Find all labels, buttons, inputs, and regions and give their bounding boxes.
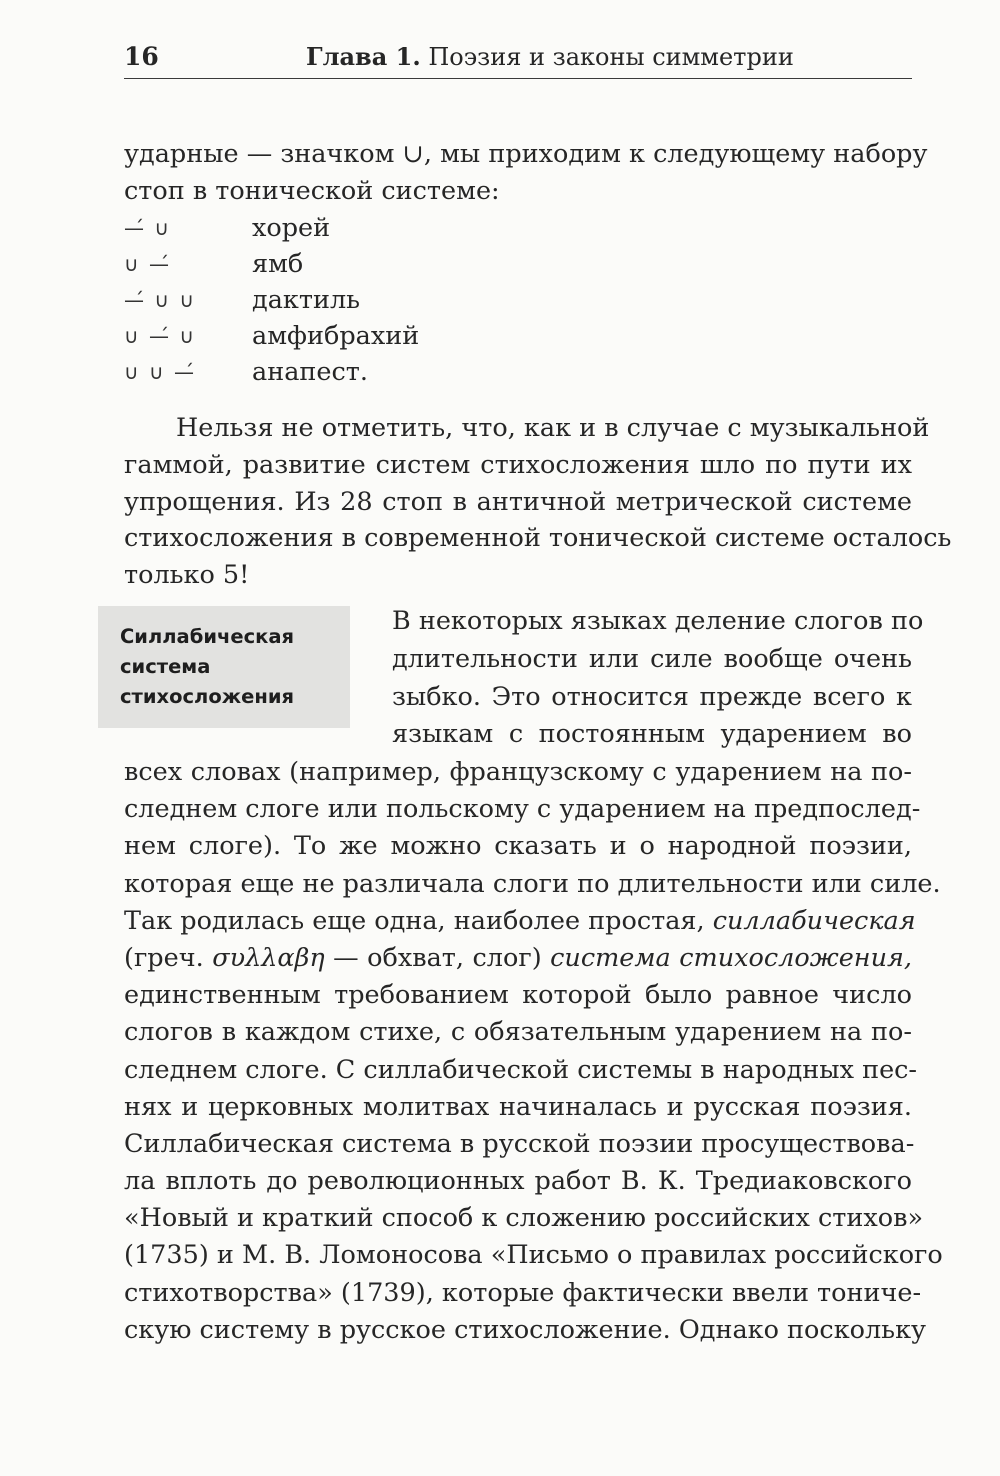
paragraph-1 bbox=[124, 410, 952, 594]
margin-heading-box bbox=[98, 606, 350, 728]
intro-text bbox=[124, 136, 928, 210]
margin-heading-line: стихосложения bbox=[120, 685, 295, 708]
text-line-syllabic bbox=[124, 903, 916, 940]
foot-name: амфибрахий bbox=[252, 321, 420, 351]
text-line: единственным требованием которой было равное число bbox=[124, 980, 912, 1011]
text-line: гаммой, развитие систем стихосложения шло по пути их bbox=[124, 449, 912, 480]
text-line: стихотворства» (1739), которые фактически ввели тониче- bbox=[124, 1277, 922, 1308]
text-line: стихосложения в современной тонической системе осталось bbox=[124, 523, 952, 554]
text-line: следнем слоге. С силлабической системы в народных пес- bbox=[124, 1054, 918, 1085]
foot-row bbox=[124, 246, 544, 282]
foot-name: хорей bbox=[252, 213, 331, 243]
margin-heading-line: Силлабическая bbox=[120, 625, 295, 648]
italic-term: система стихосложения, bbox=[550, 942, 913, 973]
meter-symbol: ∪ —́ bbox=[124, 252, 171, 276]
text-line: нем слоге). То же можно сказать и о народной поэзии, bbox=[124, 831, 912, 862]
margin-heading-line: система bbox=[120, 655, 211, 678]
paragraph-2-wrapped bbox=[392, 603, 924, 754]
foot-name: дактиль bbox=[252, 285, 361, 315]
text-line: только 5! bbox=[124, 560, 250, 591]
text-line: «Новый и краткий способ к сложению российских стихов» bbox=[124, 1203, 924, 1234]
foot-row bbox=[124, 282, 544, 318]
meter-symbol: ∪ ∪ —́ bbox=[124, 360, 196, 384]
foot-row bbox=[124, 354, 544, 390]
text-line: нях и церковных молитвах начиналась и русская поэзия. bbox=[124, 1091, 912, 1122]
text-line: (1735) и М. В. Ломоносова «Письмо о правилах российского bbox=[124, 1240, 943, 1271]
text-line: длительности или силе вообще очень bbox=[392, 643, 912, 674]
paragraph-2 bbox=[124, 754, 943, 1349]
feet-list bbox=[124, 210, 544, 390]
text-line: которая еще не различала слоги по длительности или силе. bbox=[124, 868, 941, 899]
text-line: ударные — значком ∪, мы приходим к следующему набору bbox=[124, 139, 928, 169]
text-line: слогов в каждом стихе, с обязательным ударением на по- bbox=[124, 1017, 912, 1048]
meter-symbol: ∪ —́ ∪ bbox=[124, 324, 196, 348]
meter-symbol: —́ ∪ ∪ bbox=[124, 288, 196, 312]
text-line: языкам с постоянным ударением во bbox=[392, 719, 912, 750]
foot-name: ямб bbox=[252, 249, 304, 279]
text-line: стоп в тонической системе: bbox=[124, 175, 500, 206]
text-line: ла вплоть до революционных работ В. К. Тредиаковского bbox=[124, 1166, 912, 1197]
text-line: всех словах (например, французскому с ударением на по- bbox=[124, 757, 912, 787]
text-line: зыбко. Это относится прежде всего к bbox=[392, 681, 912, 712]
foot-name: анапест. bbox=[252, 357, 368, 387]
running-title bbox=[306, 42, 794, 71]
text-line: скую систему в русское стихосложение. Однако поскольку bbox=[124, 1314, 927, 1345]
text-line: Силлабическая система в русской поэзии просуществова- bbox=[124, 1128, 915, 1159]
text-run: — обхват, слог) bbox=[324, 942, 551, 973]
text-line: упрощения. Из 28 стоп в античной метрической системе bbox=[124, 486, 912, 517]
foot-row bbox=[124, 318, 544, 354]
meter-symbol: —́ ∪ bbox=[124, 216, 171, 240]
chapter-title: Поэзия и законы симметрии bbox=[428, 43, 794, 71]
text-line: следнем слоге или польскому с ударением на предпослед- bbox=[124, 794, 921, 825]
foot-row bbox=[124, 210, 544, 246]
text-line: В некоторых языках деление слогов по bbox=[392, 606, 924, 636]
text-run: (греч. bbox=[124, 942, 213, 973]
text-line: Нельзя не отметить, что, как и в случае с музыкальной bbox=[176, 413, 930, 443]
text-line-greek bbox=[124, 940, 912, 977]
greek-word: συλλαβη bbox=[212, 942, 325, 973]
chapter-label: Глава 1. bbox=[306, 42, 421, 71]
page-number: 16 bbox=[124, 42, 159, 71]
text-run: Так родилась еще одна, наиболее простая, bbox=[124, 905, 713, 936]
italic-term: силлабическая bbox=[712, 905, 916, 936]
running-header bbox=[124, 38, 912, 79]
